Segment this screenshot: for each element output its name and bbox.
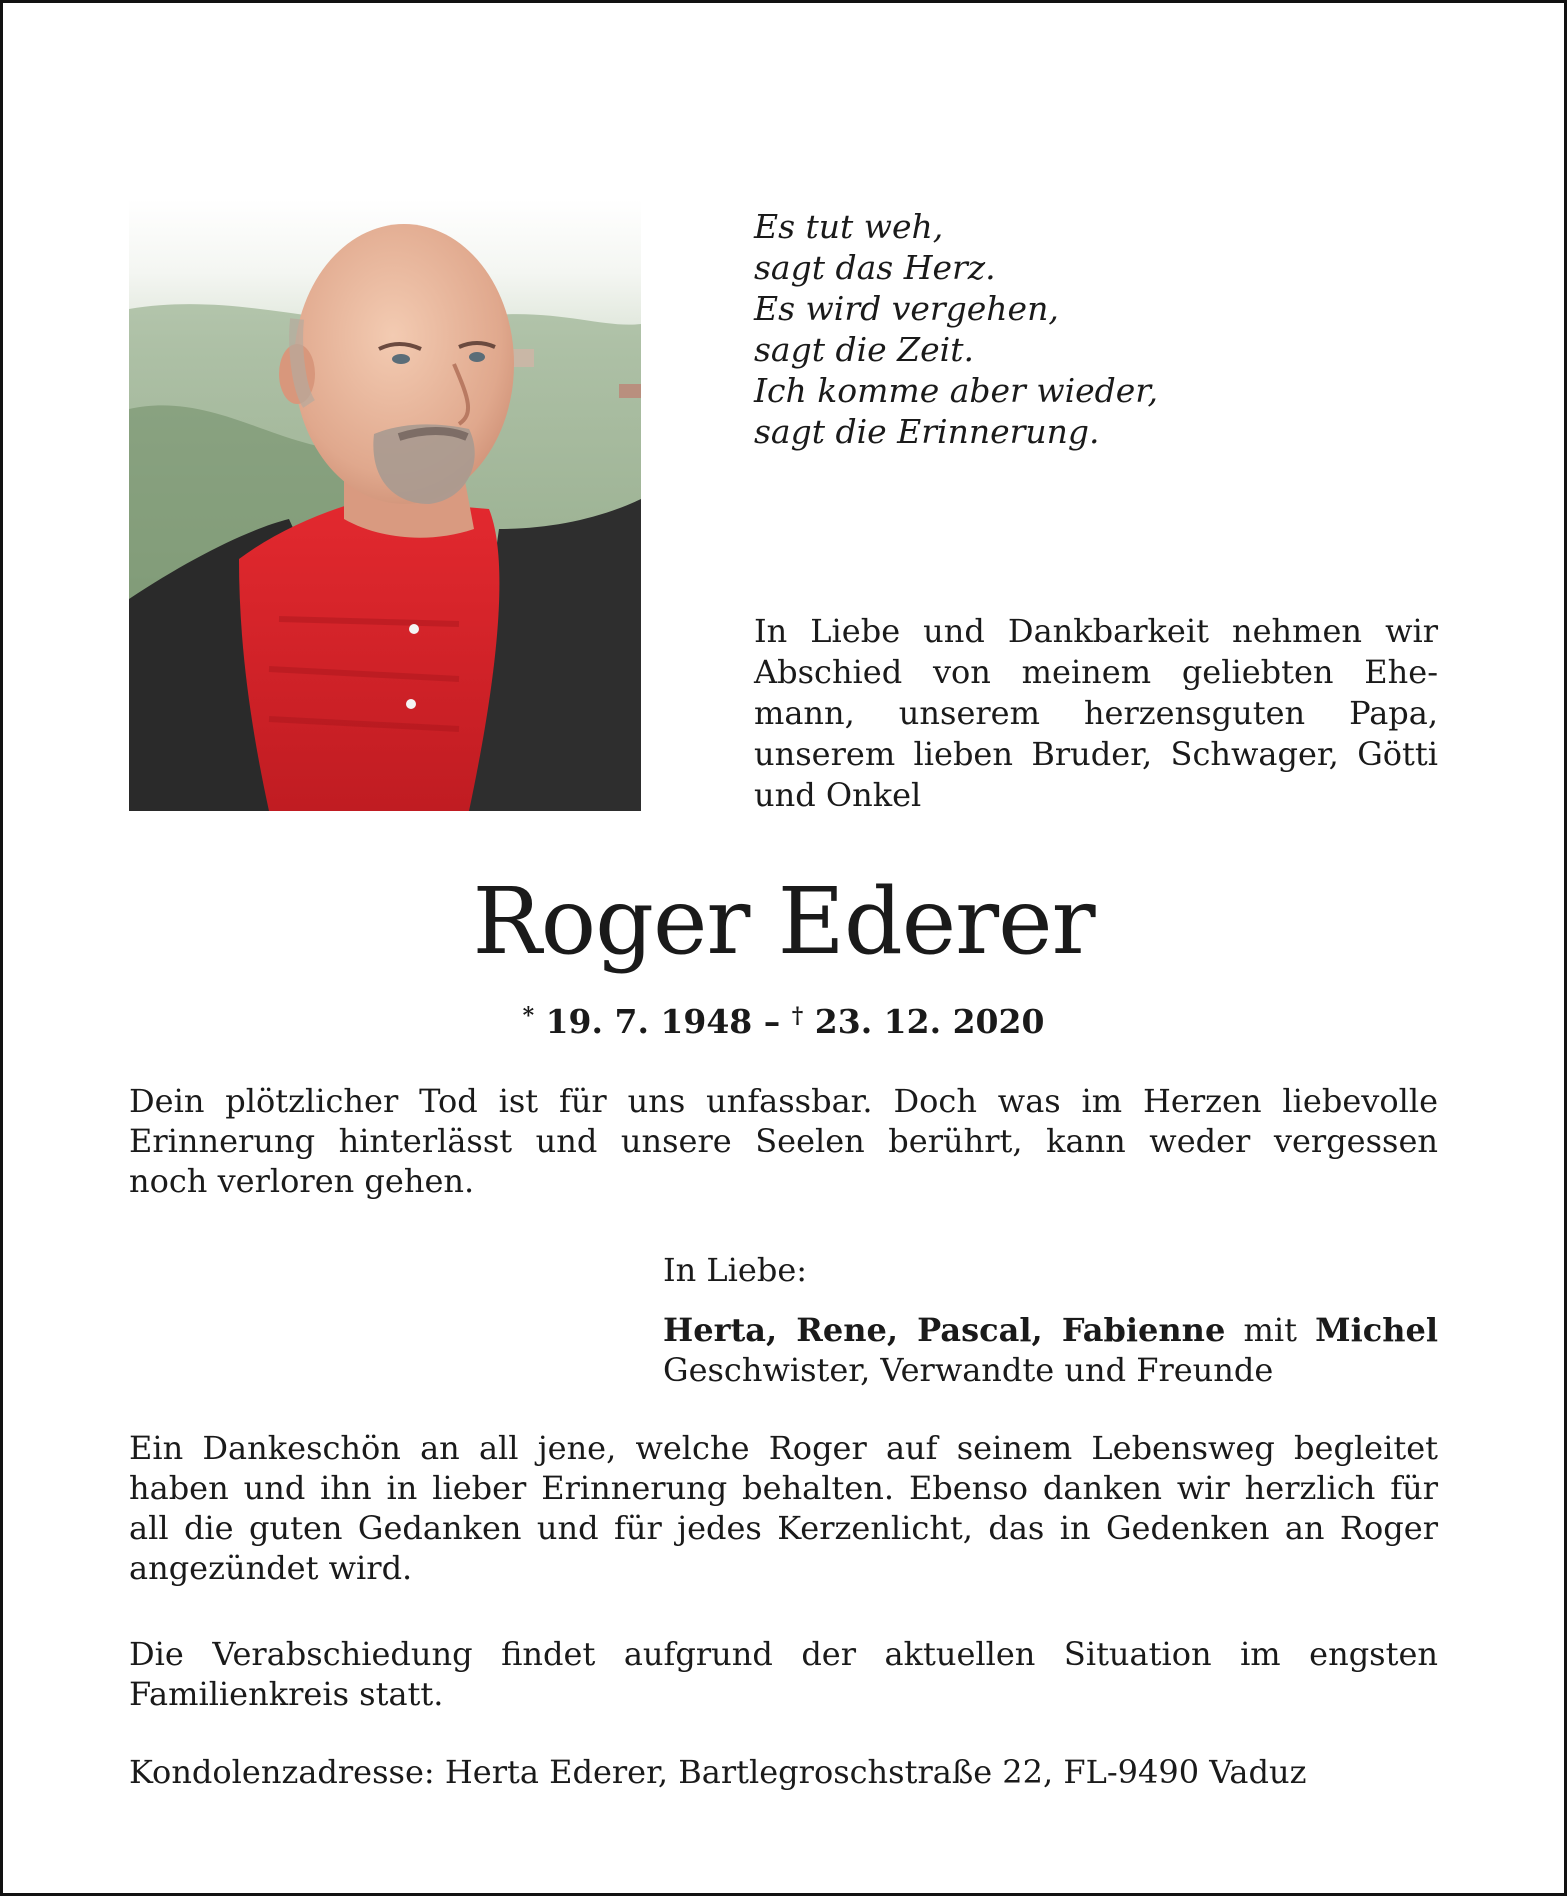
thanks-line: Ein Dankeschön an all jene, welche Roger auf seinem Lebensweg begleitet: [129, 1429, 1438, 1467]
intro-line: und Onkel: [754, 776, 922, 814]
family-line: [663, 1310, 1438, 1350]
thanks-line: haben und ihn in lieber Erinnerung behalten. Ebenso danken wir herzlich für: [129, 1469, 1438, 1507]
farewell-paragraph: [129, 1634, 1438, 1714]
poem: [754, 206, 1454, 452]
signoff-heading: In Liebe:: [663, 1251, 808, 1289]
signoff: [663, 1250, 1438, 1390]
grief-line: Dein plötzlicher Tod ist für uns unfassbar. Doch was im Herzen liebevolle: [129, 1082, 1438, 1120]
relatives-line: Geschwister, Verwandte und Freunde: [663, 1351, 1274, 1389]
poem-line: Ich komme aber wieder,: [754, 371, 1158, 410]
poem-line: sagt die Zeit.: [754, 330, 974, 369]
shirt-button: [406, 699, 416, 709]
thanks-line: all die guten Gedanken und für jedes Kerzenlicht, das in Gedenken an Roger: [129, 1509, 1438, 1547]
poem-line: sagt das Herz.: [754, 248, 996, 287]
deceased-name: Roger Ederer: [472, 868, 1095, 975]
condolence-address: [129, 1752, 1438, 1792]
birth-date: 19. 7. 1948: [545, 1002, 753, 1041]
family-names: Herta, Rene, Pascal, Fabienne: [663, 1311, 1226, 1349]
birth-symbol: *: [522, 1003, 535, 1029]
thanks-line: angezündet wird.: [129, 1549, 413, 1587]
intro-line: Abschied von meinem geliebten Ehe-: [754, 653, 1438, 691]
farewell-line: Die Verabschiedung findet aufgrund der aktuellen Situation im engsten: [129, 1635, 1438, 1673]
portrait-illustration: [129, 199, 641, 811]
grief-line: Erinnerung hinterlässt und unsere Seelen berührt, kann weder vergessen: [129, 1122, 1438, 1160]
intro-line: In Liebe und Dankbarkeit nehmen wir: [754, 612, 1438, 650]
grief-line: noch verloren gehen.: [129, 1162, 475, 1200]
farewell-line: Familienkreis statt.: [129, 1675, 444, 1713]
grief-paragraph: [129, 1081, 1438, 1201]
poem-line: Es wird vergehen,: [754, 289, 1059, 328]
poem-line: Es tut weh,: [754, 207, 944, 246]
intro-line: mann, unserem herzensguten Papa,: [754, 694, 1438, 732]
death-symbol: †: [791, 1003, 804, 1029]
family-connector: mit: [1225, 1311, 1316, 1349]
partner-name: Michel: [1315, 1311, 1439, 1349]
life-dates: [0, 996, 1567, 1042]
intro-line: unserem lieben Bruder, Schwager, Götti: [754, 735, 1438, 773]
date-separator: –: [752, 1002, 792, 1041]
thanks-paragraph: [129, 1428, 1438, 1588]
death-date: 23. 12. 2020: [814, 1002, 1045, 1041]
address-line: Kondolenzadresse: Herta Ederer, Bartlegroschstraße 22, FL-9490 Vaduz: [129, 1753, 1307, 1791]
intro-paragraph: [754, 611, 1438, 816]
poem-line: sagt die Erinnerung.: [754, 412, 1100, 451]
portrait-photo: [129, 199, 641, 811]
shirt-button: [409, 624, 419, 634]
